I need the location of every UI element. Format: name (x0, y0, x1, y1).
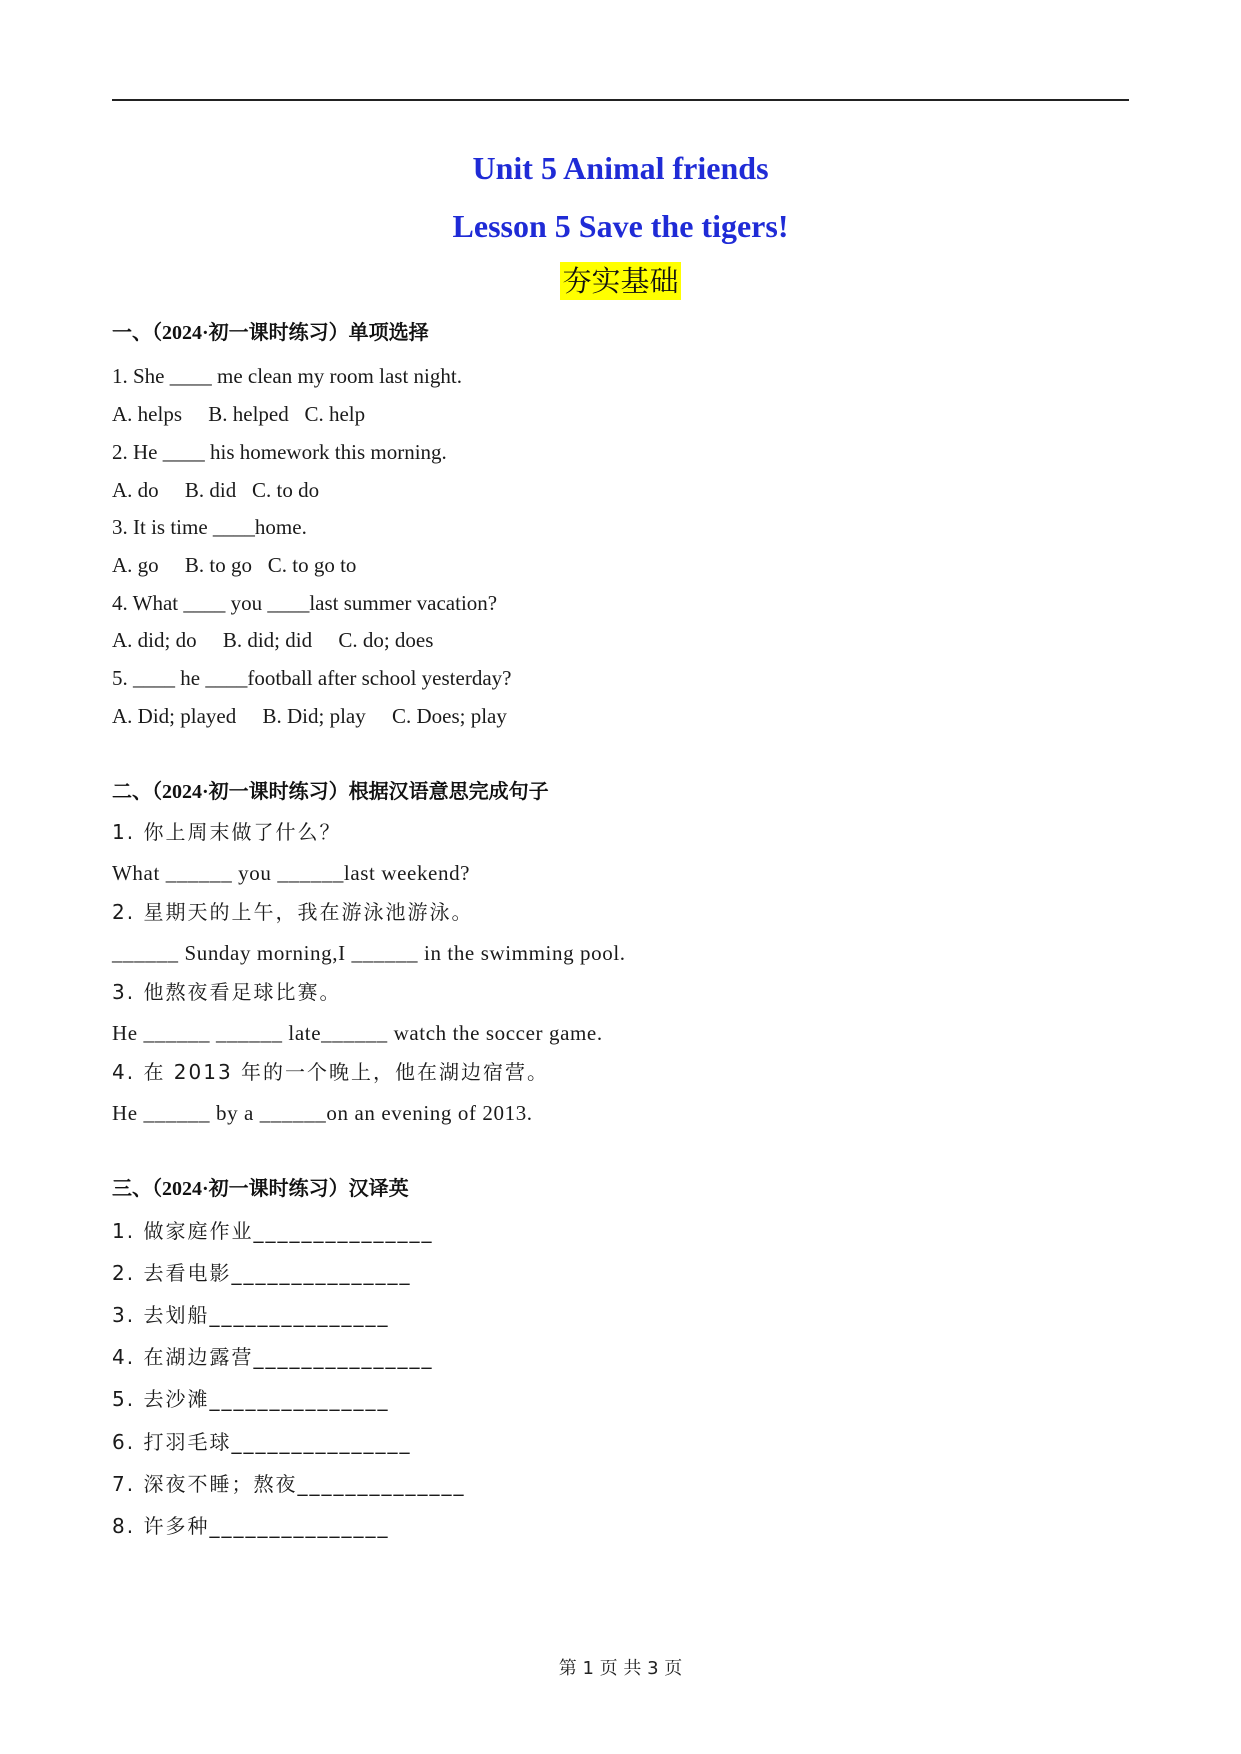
s1-question-1: 1. She ____ me clean my room last night. (112, 364, 462, 388)
s3-item-2: 2. 去看电影_______________ (112, 1261, 412, 1285)
s1-question-3: 3. It is time ____home. (112, 515, 307, 539)
s2-prompt-1: 1. 你上周末做了什么？ (112, 820, 342, 844)
s2-sentence-2: ______ Sunday morning,I ______ in the swimming pool. (112, 941, 626, 965)
s3-item-3: 3. 去划船_______________ (112, 1303, 390, 1327)
s3-item-1: 1. 做家庭作业_______________ (112, 1219, 434, 1243)
section-1-title: 单项选择 (348, 320, 429, 344)
unit-title: Unit 5 Animal friends (472, 150, 769, 186)
s1-options-3: A. go B. to go C. to go to (112, 553, 357, 577)
header-rule (112, 99, 1129, 101)
s1-options-2: A. do B. did C. to do (112, 478, 320, 502)
badge-container (0, 262, 1241, 300)
s1-question-2: 2. He ____ his homework this morning. (112, 440, 447, 464)
section-3-heading (112, 1174, 409, 1203)
s3-item-5: 5. 去沙滩_______________ (112, 1387, 390, 1411)
s3-item-4: 4. 在湖边露营_______________ (112, 1345, 434, 1369)
section-3-title: 汉译英 (348, 1176, 409, 1200)
s2-sentence-4: He ______ by a ______on an evening of 2013. (112, 1101, 533, 1125)
section-1-prefix: 一、 (112, 320, 152, 344)
lesson-title: Lesson 5 Save the tigers! (452, 208, 789, 244)
section-1-tag: （2024·初一课时练习） (152, 322, 349, 344)
s2-prompt-4: 4. 在 2013 年的一个晚上，他在湖边宿营。 (112, 1060, 550, 1084)
s3-item-6: 6. 打羽毛球_______________ (112, 1430, 412, 1454)
section-2-heading (112, 777, 549, 806)
s1-question-5: 5. ____ he ____football after school yesterday? (112, 666, 512, 690)
section-badge: 夯实基础 (562, 264, 679, 298)
s2-prompt-2: 2. 星期天的上午，我在游泳池游泳。 (112, 900, 474, 924)
section-3-prefix: 三、 (112, 1176, 152, 1200)
s2-sentence-3: He ______ ______ late______ watch the soccer game. (112, 1021, 603, 1045)
s2-sentence-1: What ______ you ______last weekend? (112, 861, 471, 885)
s1-options-1: A. helps B. helped C. help (112, 402, 366, 426)
section-2-tag: （2024·初一课时练习） (152, 781, 349, 803)
s1-options-5: A. Did; played B. Did; play C. Does; play (112, 704, 507, 728)
s2-prompt-3: 3. 他熬夜看足球比赛。 (112, 980, 342, 1004)
s3-item-7: 7. 深夜不睡；熬夜______________ (112, 1472, 466, 1496)
section-2-title: 根据汉语意思完成句子 (348, 779, 549, 803)
section-2-prefix: 二、 (112, 779, 152, 803)
s1-question-4: 4. What ____ you ____last summer vacation? (112, 591, 498, 615)
page-number: 第 1 页 共 3 页 (558, 1658, 683, 1679)
section-3-tag: （2024·初一课时练习） (152, 1178, 349, 1200)
s3-item-8: 8. 许多种_______________ (112, 1514, 390, 1538)
section-1-heading (112, 318, 429, 347)
s1-options-4: A. did; do B. did; did C. do; does (112, 628, 434, 652)
